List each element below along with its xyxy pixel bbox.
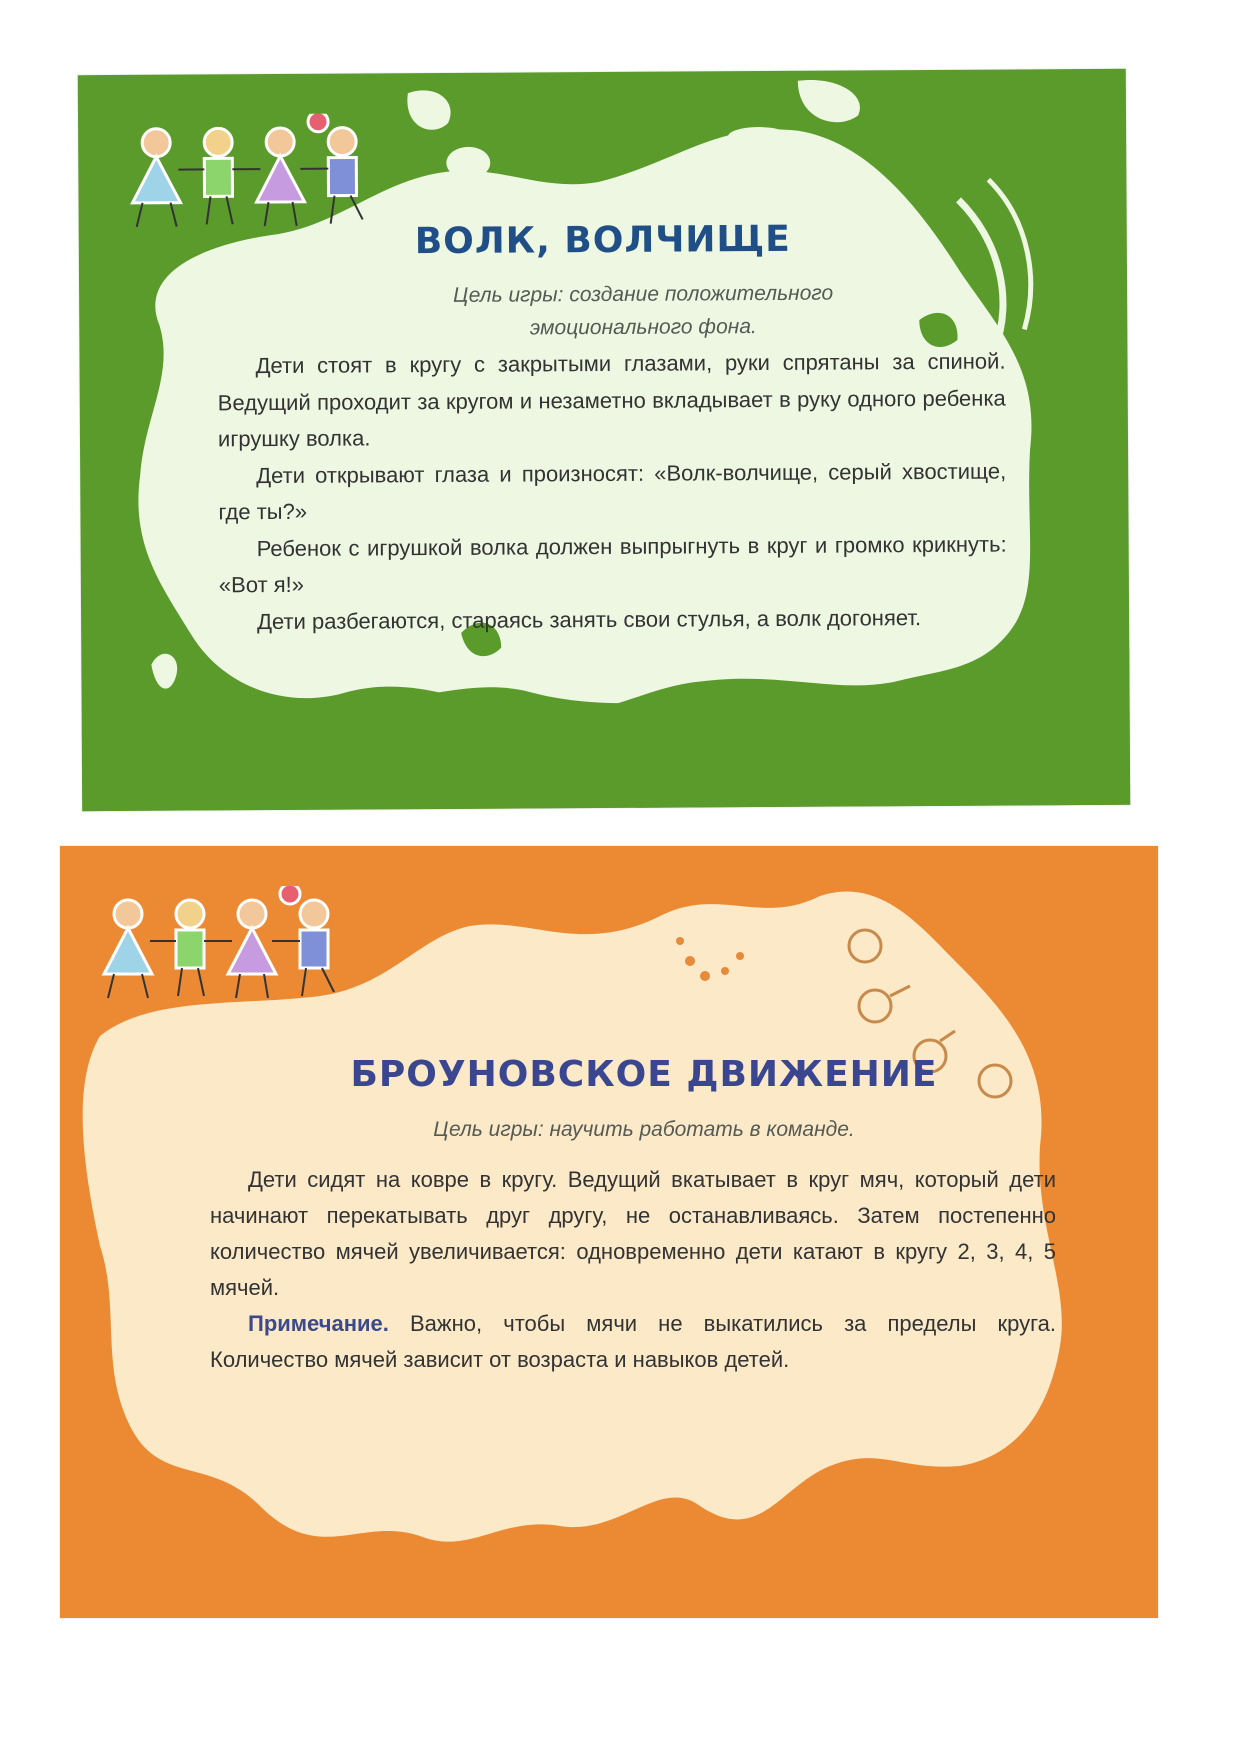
card-title: БРОУНОВСКОЕ ДВИЖЕНИЕ <box>350 1054 938 1095</box>
card-paragraph: Дети разбегаются, стараясь занять свои стулья, а волк догоняет. <box>257 604 922 634</box>
game-card-brownian-motion <box>60 846 1158 1618</box>
card-note <box>210 1306 1056 1378</box>
card-goal-line: Цель игры: создание положительного <box>452 281 834 307</box>
card-title: ВОЛК, ВОЛЧИЩЕ <box>414 218 791 263</box>
card-paragraph: Дети открывают глаза и произносят: «Волк-волчище, серый хвостище, где ты?» <box>218 458 1007 525</box>
game-card-wolf <box>78 69 1130 811</box>
card-paragraph: Дети стоят в кругу с закрытыми глазами, руки спрятаны за спиной. Ведущий проходит за кругом и незаметно вкладывает в руку одного ребенка игрушку волка. <box>217 348 1006 452</box>
card-paragraph: Ребенок с игрушкой волка должен выпрыгнуть в круг и громко крикнуть: «Вот я!» <box>218 531 1007 598</box>
card-goal-line: эмоционального фона. <box>529 315 757 340</box>
card-body <box>217 344 1007 641</box>
card-body <box>210 1162 1056 1378</box>
note-label: Примечание. <box>248 1311 389 1336</box>
card-goal <box>79 275 1127 347</box>
card-paragraph: Дети сидят на ковре в кругу. Ведущий вкатывает в круг мяч, который дети начинают перекатывать друг другу, не останавливаясь. Затем постепенно количество мячей увеличивается: одновременно дети катают в кругу 2, 3, 4, 5 мячей. <box>210 1167 1056 1300</box>
four-children-holding-hands-icon <box>118 113 399 235</box>
four-children-holding-hands-icon <box>90 886 370 1006</box>
note-text: Важно, чтобы мячи не выкатились за пределы круга. Количество мячей зависит от возраста и навыков детей. <box>210 1311 1056 1372</box>
card-goal: Цель игры: научить работать в команде. <box>433 1118 855 1141</box>
